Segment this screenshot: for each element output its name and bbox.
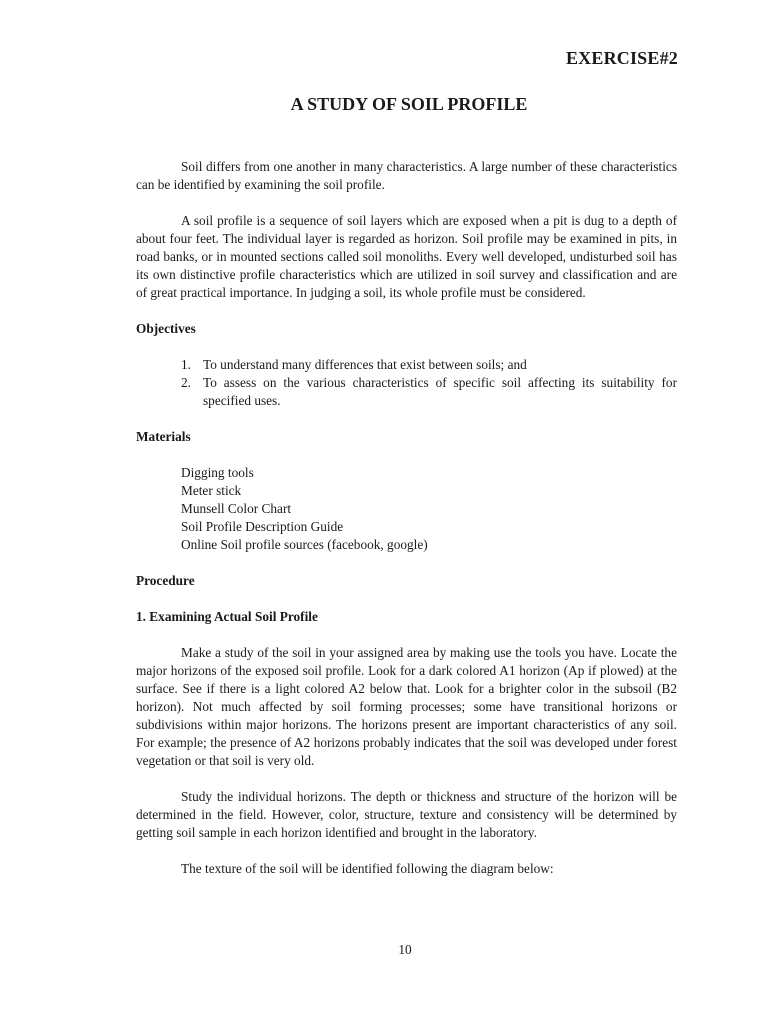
list-item-number: 2. (181, 375, 191, 390)
list-item: Digging tools (181, 465, 254, 480)
objectives-heading: Objectives (136, 321, 196, 336)
procedure-heading: Procedure (136, 573, 195, 588)
list-item (136, 374, 677, 410)
materials-heading: Materials (136, 429, 191, 444)
list-item-text: To understand many differences that exist between soils; and (203, 357, 527, 372)
procedure-paragraph-2: Study the individual horizons. The depth or thickness and structure of the horizon will be determined in the field. However, color, structure, texture and consistency will be determined by getting soil sample in each horizon identified and brought in the laboratory. (136, 789, 677, 840)
page-number: 10 (398, 942, 412, 957)
list-item: Soil Profile Description Guide (181, 519, 344, 534)
procedure-paragraph-1: Make a study of the soil in your assigned area by making use the tools you have. Locate the major horizons of the exposed soil profile. Look for a dark colored A1 horizon (Ap if plowed) at the surface. See if there is a light colored A2 below that. Look for a brighter color in the subsoil (B2 horizon). Not much affected by soil forming processes; some have transitional horizons or subdivisions within major horizons. The horizons present are important characteristics of any soil. For example; the presence of A2 horizons probably indicates that the soil was developed under forest vegetation or that soil is very old. (136, 645, 677, 768)
procedure-subheading: 1. Examining Actual Soil Profile (136, 609, 318, 624)
exercise-label: EXERCISE#2 (565, 48, 678, 68)
list-item: Online Soil profile sources (facebook, google) (181, 537, 428, 552)
list-item: Meter stick (181, 483, 242, 498)
procedure-paragraph-3: The texture of the soil will be identified following the diagram below: (181, 861, 554, 876)
objectives-list (136, 356, 677, 410)
materials-list (136, 464, 677, 554)
list-item (136, 356, 677, 374)
list-item-number: 1. (181, 357, 191, 372)
page-title: A STUDY OF SOIL PROFILE (290, 94, 528, 114)
intro-paragraph-1: Soil differs from one another in many characteristics. A large number of these characteristics can be identified by examining the soil profile. (136, 159, 677, 192)
list-item: Munsell Color Chart (181, 501, 292, 516)
document-body (136, 158, 677, 878)
intro-paragraph-2: A soil profile is a sequence of soil layers which are exposed when a pit is dug to a depth of about four feet. The individual layer is regarded as horizon. Soil profile may be examined in pits, in road banks, or in mounted sections called soil monoliths. Every well developed, undisturbed soil has its own distinctive profile characteristics which are utilized in soil survey and classification and are of great practical importance. In judging a soil, its whole profile must be considered. (136, 213, 677, 300)
list-item-text: To assess on the various characteristics of specific soil affecting its suitability for specified uses. (203, 375, 677, 408)
